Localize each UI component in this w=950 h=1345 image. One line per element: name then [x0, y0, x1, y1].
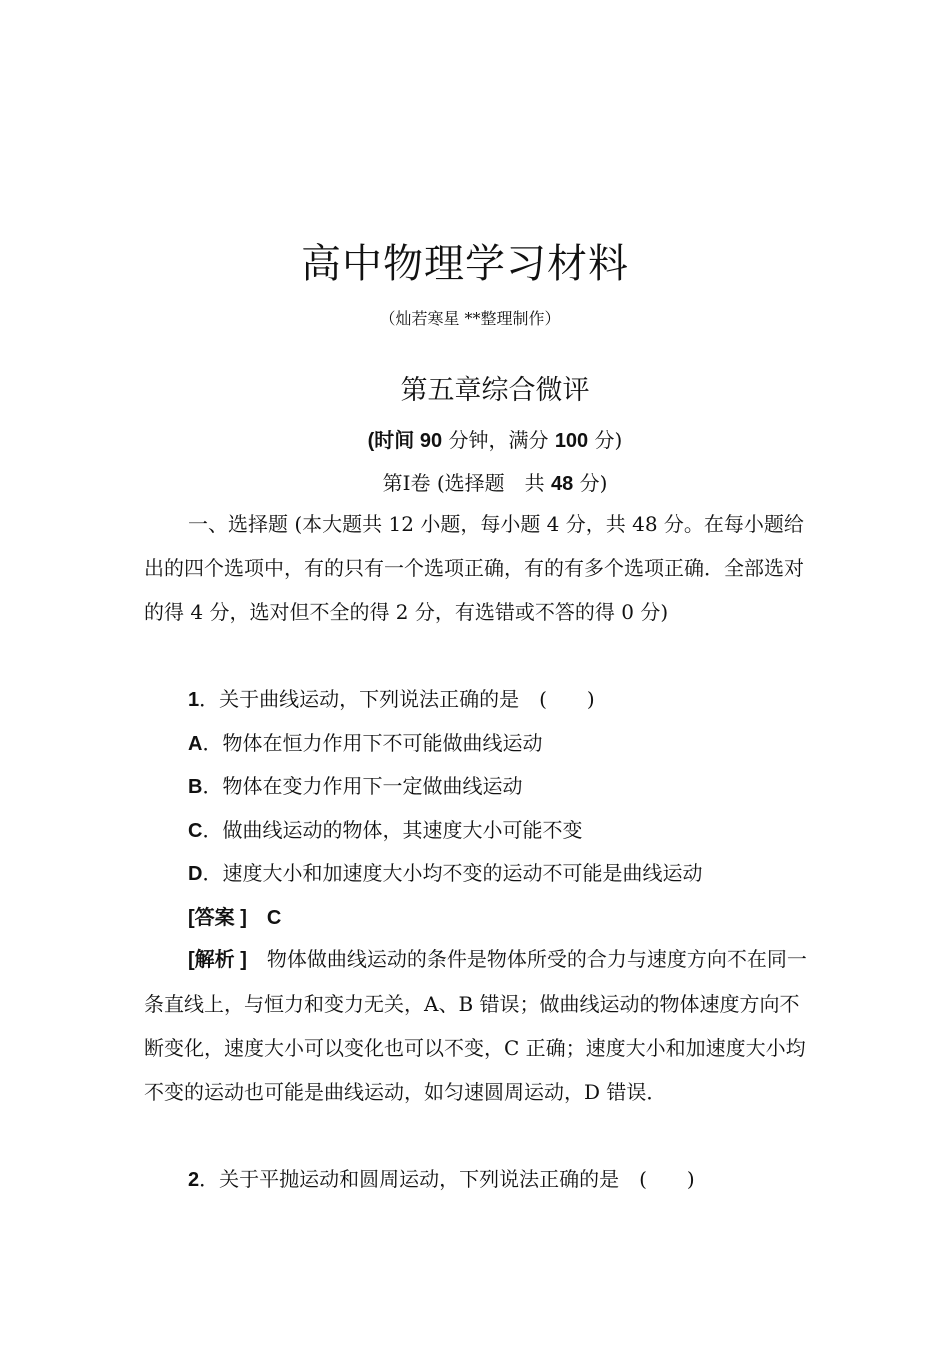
question-2-number: 2: [188, 1169, 200, 1191]
option-text: ．物体在变力作用下一定做曲线运动: [202, 774, 523, 798]
analysis-label: [解析 ]: [188, 949, 247, 971]
option-letter: C: [188, 820, 203, 842]
volume-suffix: 分): [573, 471, 608, 495]
time-label-mid: 分钟，满分: [442, 428, 555, 452]
answer-value: C: [266, 907, 282, 929]
volume-prefix: 第Ⅰ卷 (选择题 共: [382, 471, 551, 495]
question-1-text: ．关于曲线运动，下列说法正确的是 ( ): [199, 687, 595, 711]
question-1-option-d: [188, 858, 702, 889]
exam-time-info: [0, 424, 950, 453]
question-1-option-a: [188, 728, 542, 759]
option-text: ．做曲线运动的物体，其速度大小可能不变: [202, 818, 583, 842]
option-letter: A: [188, 733, 203, 755]
option-text: ．速度大小和加速度大小均不变的运动不可能是曲线运动: [202, 861, 703, 885]
volume-heading: [0, 467, 950, 496]
option-letter: B: [188, 776, 203, 798]
score-value: 100: [554, 430, 589, 452]
question-1-stem: [188, 684, 595, 715]
question-2-text: ．关于平抛运动和圆周运动，下列说法正确的是 ( ): [199, 1167, 695, 1191]
option-letter: D: [188, 863, 203, 885]
question-1-analysis: [144, 937, 814, 1114]
question-1-number: 1: [188, 689, 200, 711]
answer-label: [答案 ]: [188, 907, 247, 929]
time-label-open: (时间: [367, 430, 420, 452]
question-1-answer: [188, 902, 281, 933]
document-title: 高中物理学习材料: [301, 241, 629, 287]
option-text: ．物体在恒力作用下不可能做曲线运动: [202, 731, 543, 755]
question-1-option-b: [188, 771, 522, 802]
time-label-close: 分): [588, 428, 623, 452]
time-value: 90: [419, 430, 443, 452]
question-1-option-c: [188, 815, 582, 846]
chapter-title: 第五章综合微评: [400, 375, 590, 406]
analysis-text: 物体做曲线运动的条件是物体所受的合力与速度方向不在同一条直线上，与恒力和变力无关，A、B 错误；做曲线运动的物体速度方向不断变化，速度大小可以变化也可以不变，C 正确；速度大小和加速度大小均不变的运动也可能是曲线运动，如匀速圆周运动，D 错误．: [144, 947, 807, 1104]
question-2-stem: [188, 1164, 695, 1195]
section-instructions: 一、选择题 (本大题共 12 小题，每小题 4 分，共 48 分。在每小题给出的四个选项中，有的只有一个选项正确，有的有多个选项正确．全部选对的得 4 分，选对但不全的得 2 分，有选错或不答的得 0 分): [144, 512, 804, 624]
volume-score: 48: [551, 473, 574, 495]
document-subtitle: （灿若寒星 **整理制作）: [379, 309, 561, 328]
